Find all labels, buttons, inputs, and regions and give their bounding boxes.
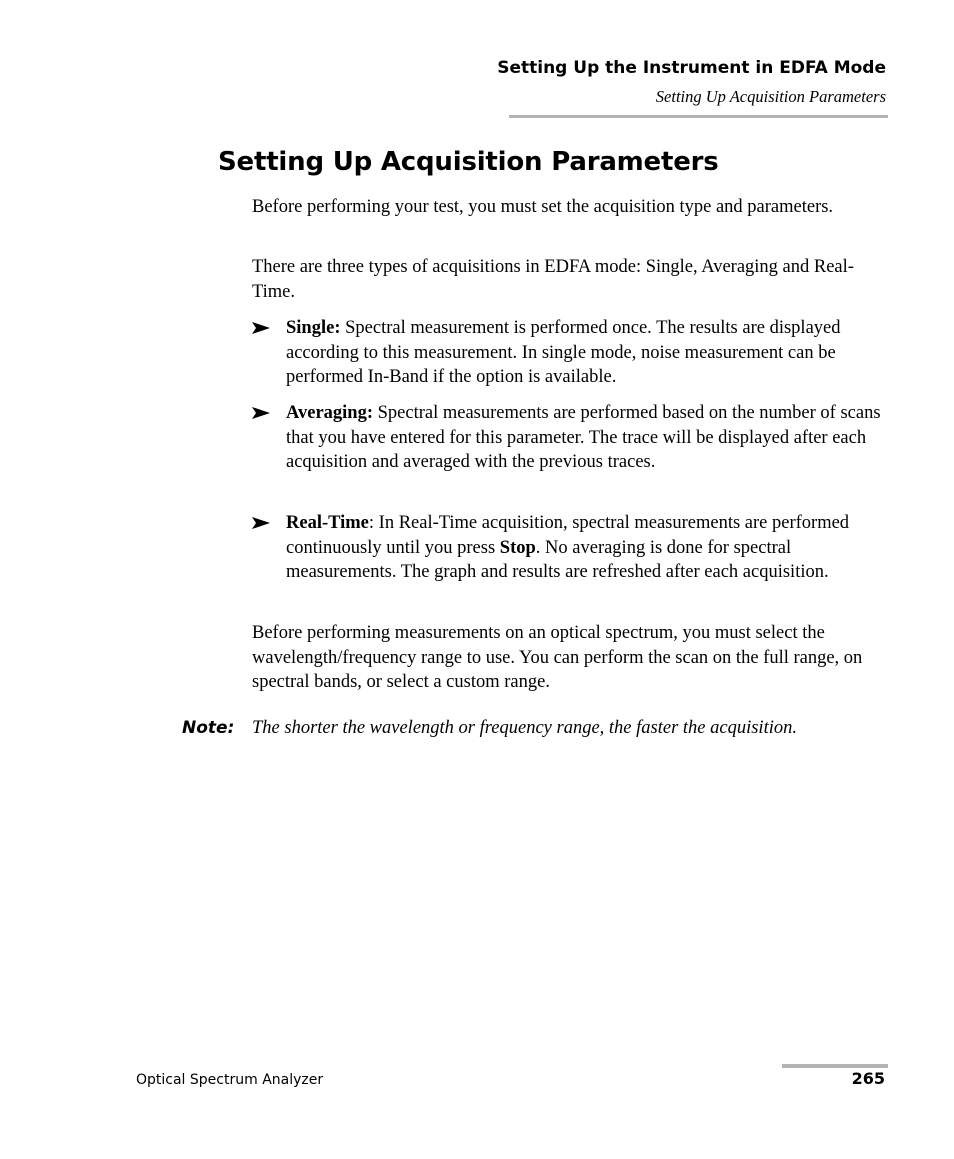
bullet-single: [252, 316, 888, 390]
arrowhead-bullet-icon: [252, 319, 270, 337]
page-number: 265: [851, 1069, 885, 1088]
page-title: Setting Up Acquisition Parameters: [218, 147, 719, 177]
running-header-chapter: Setting Up the Instrument in EDFA Mode: [497, 58, 886, 78]
note-text: The shorter the wavelength or frequency range, the faster the acquisition.: [252, 718, 797, 738]
bullet-real-time-text: [286, 511, 888, 585]
footer-product-name: Optical Spectrum Analyzer: [136, 1072, 324, 1088]
bullet-real-time-term: Real-Time: [286, 513, 369, 533]
range-paragraph: Before performing measurements on an optical spectrum, you must select the wavelength/frequency range to use. You can perform the scan on the full range, on spectral bands, or select a custom range.: [252, 623, 863, 693]
bullet-averaging: [252, 401, 888, 475]
bullet-real-time: [252, 511, 888, 585]
bullet-real-time-description-end: . No averaging is done for spectral measurements. The graph and results are refreshed after each acquisition.: [286, 537, 829, 583]
stop-keyword: Stop: [499, 537, 536, 558]
bullet-averaging-description: Spectral measurements are performed based on the number of scans that you have entered for this parameter. The trace will be displayed after each acquisition and averaged with the previous traces.: [286, 403, 881, 473]
bullet-real-time-description-start: : In Real-Time acquisition, spectral measurements are performed continuously until you press: [286, 513, 850, 558]
acquisition-types-paragraph: There are three types of acquisitions in EDFA mode: Single, Averaging and Real-Time.: [252, 257, 854, 302]
intro-paragraph: Before performing your test, you must set the acquisition type and parameters.: [252, 197, 834, 217]
running-header-section: Setting Up Acquisition Parameters: [655, 87, 886, 106]
note-label: Note:: [182, 718, 235, 738]
bullet-averaging-text: [286, 401, 888, 475]
arrowhead-bullet-icon: [252, 514, 270, 532]
bullet-averaging-term: Averaging:: [286, 403, 373, 423]
arrowhead-bullet-icon: [252, 404, 270, 422]
bullet-single-description: Spectral measurement is performed once. The results are displayed according to this measurement. In single mode, noise measurement can be performed In-Band if the option is available.: [286, 318, 841, 388]
header-rule: [509, 115, 888, 118]
bullet-single-text: [286, 316, 888, 390]
bullet-single-term: Single:: [286, 318, 341, 338]
